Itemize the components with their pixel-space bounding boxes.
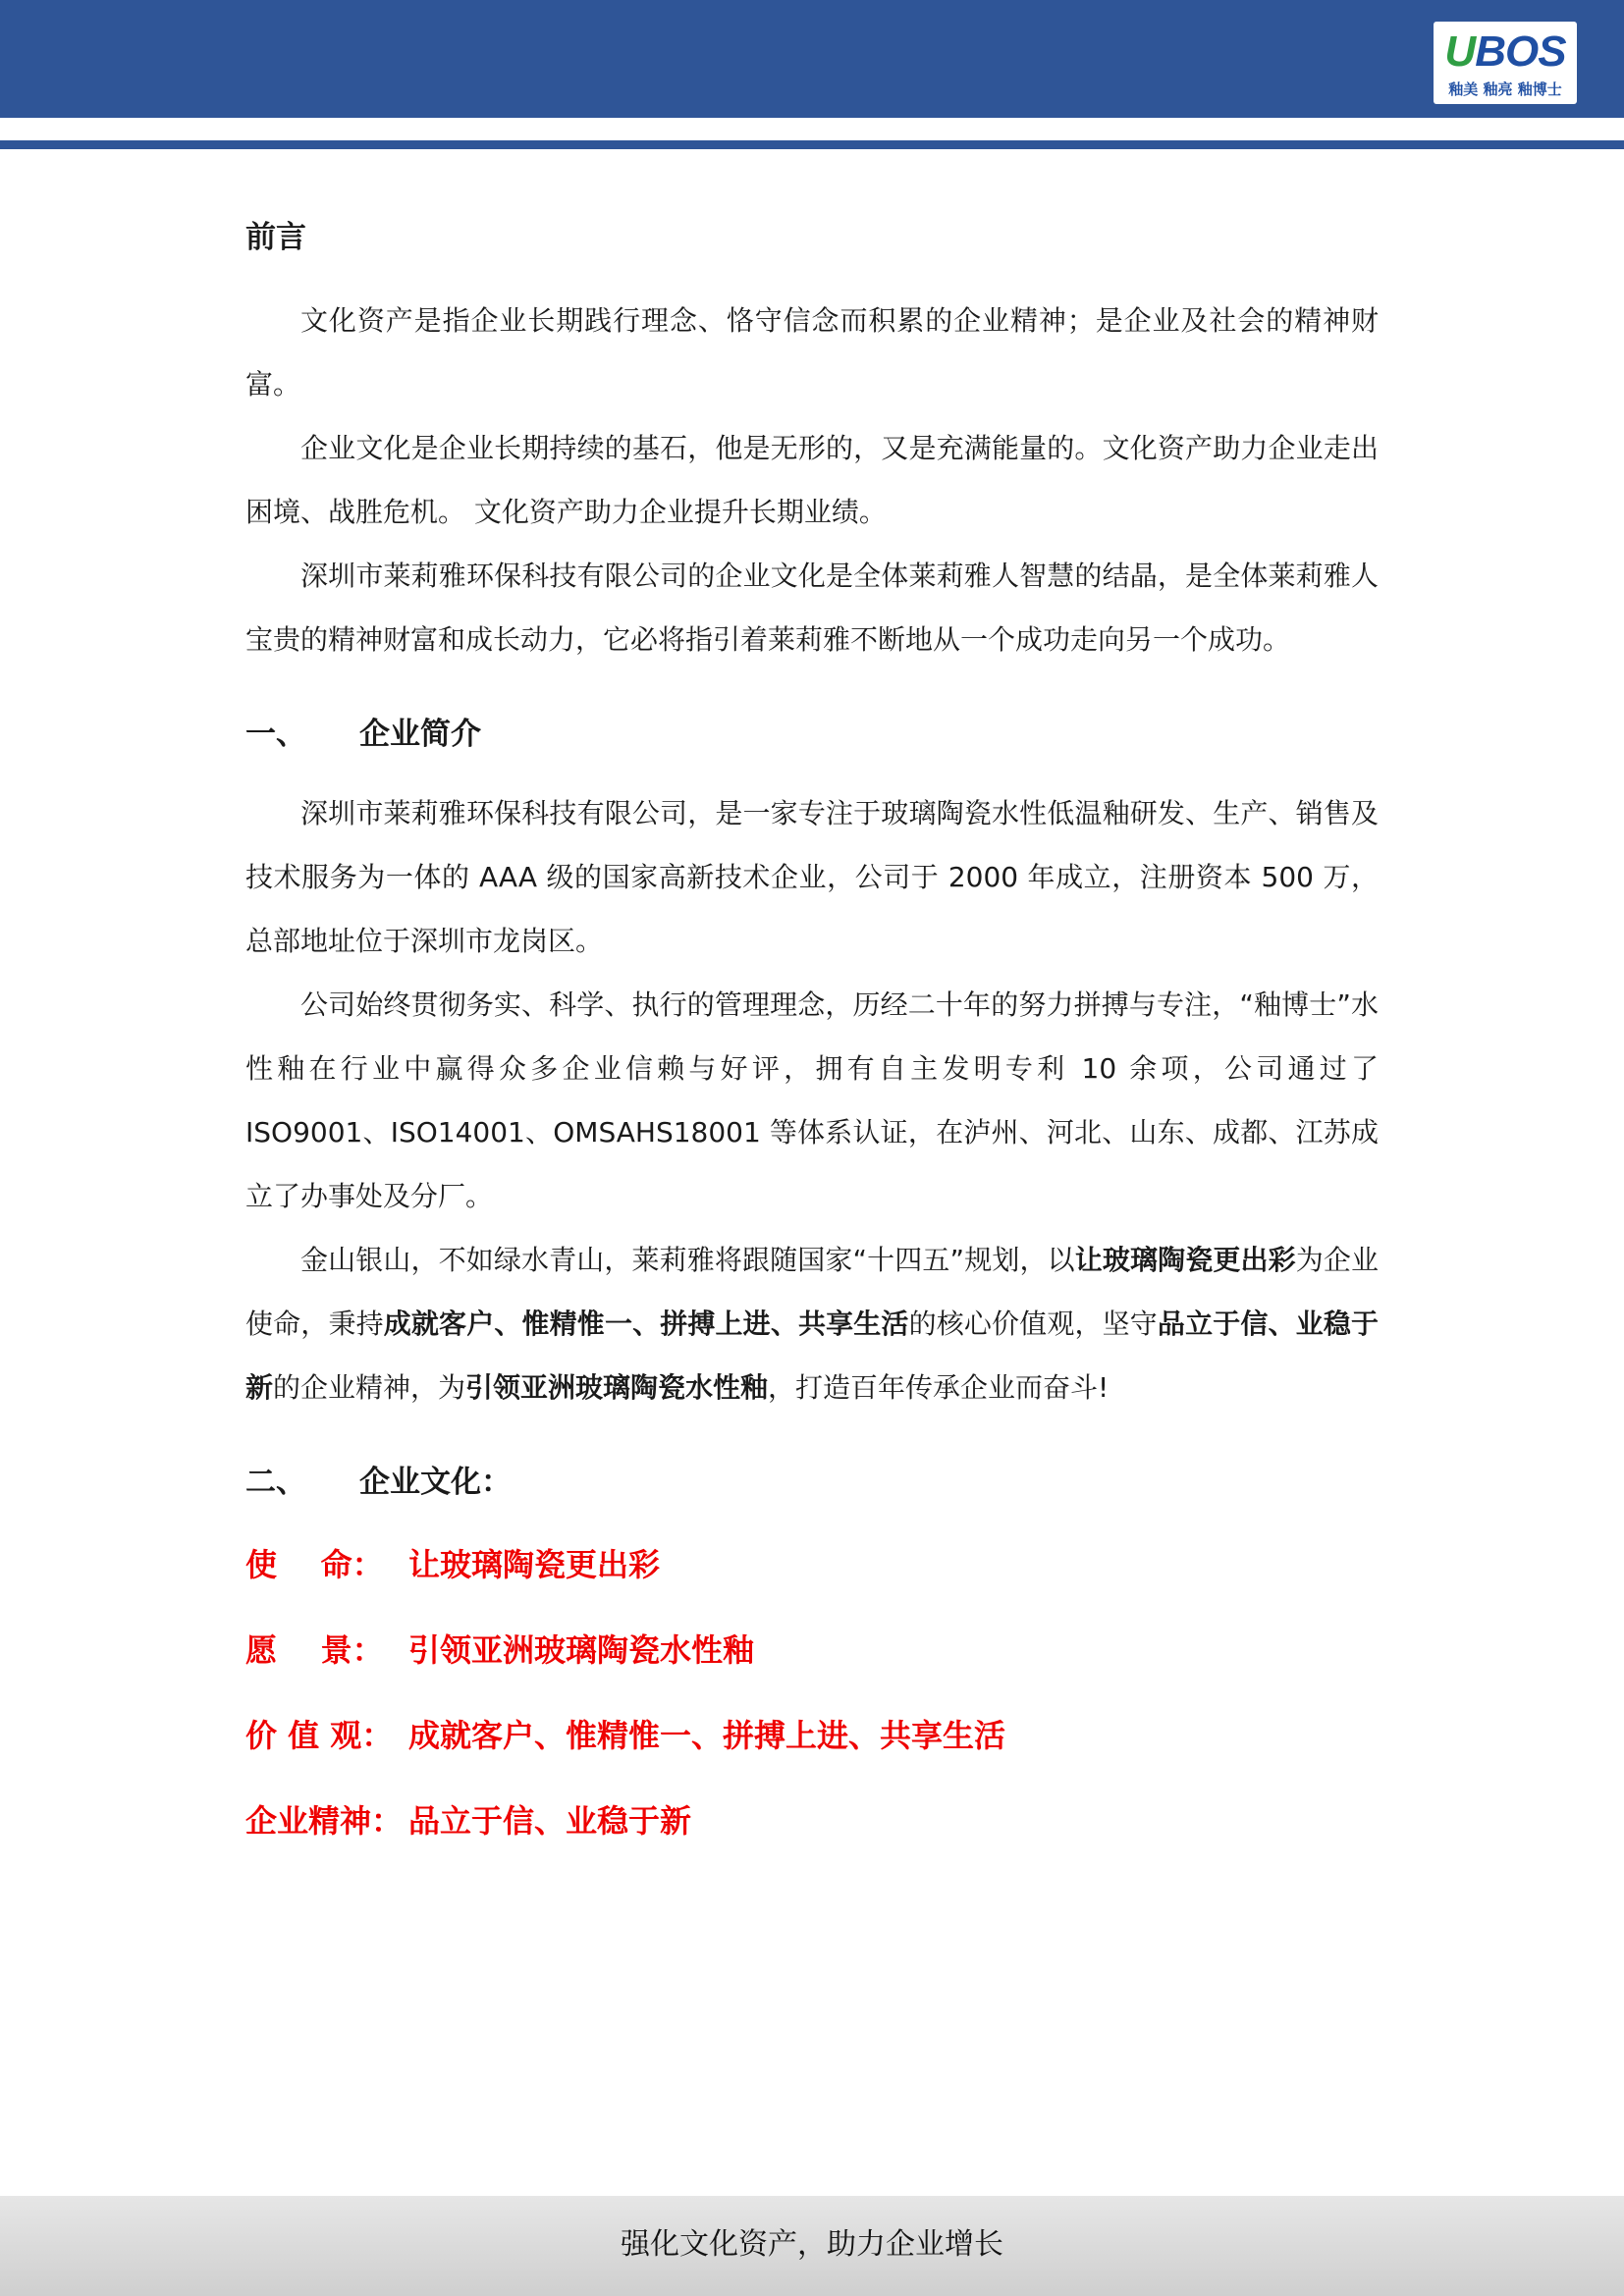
- intro-paragraph-2: 公司始终贯彻务实、科学、执行的管理理念，历经二十年的努力拼搏与专注，“釉博士”水性釉在行业中赢得众多企业信赖与好评，拥有自主发明专利 10 余项，公司通过了 ISO9001、ISO14001、OMSAHS18001 等体系认证，在泸州、河北、山东、成都、江苏成立了办事处及分厂。: [245, 988, 1379, 1212]
- culture-item-mission: 使 命： 让玻璃陶瓷更出彩: [245, 1546, 661, 1583]
- document-body: [245, 206, 1379, 1842]
- culture-item-values: 价 值 观： 成就客户、惟精惟一、拼搏上进、共享生活: [245, 1717, 1006, 1754]
- logo-tagline: 釉美 釉亮 釉博士: [1448, 80, 1562, 98]
- section-2-heading: [245, 1461, 1379, 1504]
- section-1-number: 一、: [245, 717, 306, 752]
- culture-item-vision: 愿 景： 引领亚洲玻璃陶瓷水性釉: [245, 1631, 755, 1669]
- section-2-title: 企业文化：: [359, 1465, 512, 1500]
- preface-paragraph-3: 深圳市莱莉雅环保科技有限公司的企业文化是全体莱莉雅人智慧的结晶，是全体莱莉雅人宝贵的精神财富和成长动力，它必将指引着莱莉雅不断地从一个成功走向另一个成功。: [245, 560, 1379, 656]
- culture-item-spirit: 企业精神： 品立于信、业稳于新: [245, 1802, 692, 1840]
- section-1-heading: [245, 713, 1379, 756]
- preface-paragraph-1: 文化资产是指企业长期践行理念、恪守信念而积累的企业精神；是企业及社会的精神财富。: [245, 304, 1379, 400]
- ubos-logo: [1434, 22, 1577, 104]
- logo-wordmark: UBOS: [1444, 27, 1566, 76]
- header-band: [0, 0, 1624, 118]
- intro-paragraph-1: 深圳市莱莉雅环保科技有限公司，是一家专注于玻璃陶瓷水性低温釉研发、生产、销售及技术服务为一体的 AAA 级的国家高新技术企业，公司于 2000 年成立，注册资本 500 万，总部地址位于深圳市龙岗区。: [245, 797, 1379, 957]
- section-1-title: 企业简介: [359, 717, 481, 752]
- spirit-highlight: 品立于信、业稳于新: [245, 1308, 1379, 1404]
- values-highlight: 成就客户、惟精惟一、拼搏上进、共享生活: [383, 1308, 909, 1340]
- section-2-number: 二、: [245, 1465, 306, 1500]
- preface-paragraph-2: 企业文化是企业长期持续的基石，他是无形的，又是充满能量的。文化资产助力企业走出困境、战胜危机。 文化资产助力企业提升长期业绩。: [245, 432, 1379, 528]
- intro-paragraph-3: 金山银山，不如绿水青山，莱莉雅将跟随国家“十四五”规划，以让玻璃陶瓷更出彩为企业使命，秉持成就客户、惟精惟一、拼搏上进、共享生活的核心价值观，坚守品立于信、业稳于新的企业精神，为引领亚洲玻璃陶瓷水性釉，打造百年传承企业而奋斗!: [245, 1244, 1379, 1404]
- footer-slogan: 强化文化资产，助力企业增长: [621, 2227, 1003, 2262]
- preface-title: 前言: [245, 220, 306, 255]
- header-rule: [0, 140, 1624, 149]
- vision-highlight: 引领亚洲玻璃陶瓷水性釉: [465, 1371, 769, 1404]
- mission-highlight: 让玻璃陶瓷更出彩: [1074, 1244, 1296, 1276]
